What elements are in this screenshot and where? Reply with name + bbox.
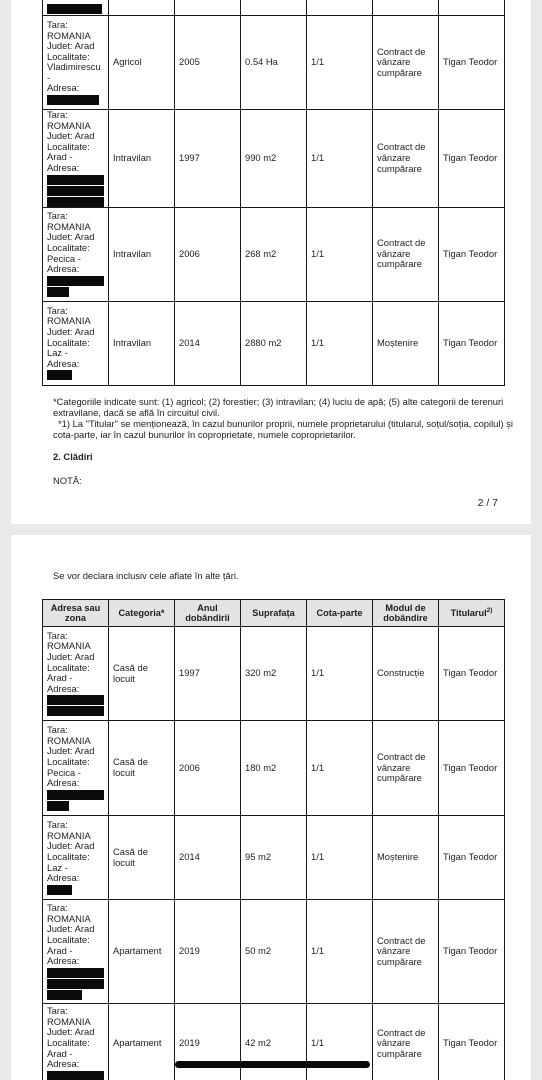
redaction-block (47, 1071, 104, 1080)
address-cell (43, 627, 109, 721)
year-cell: 2006 (175, 721, 241, 816)
redaction-block (47, 706, 104, 716)
table-header-row (43, 600, 505, 627)
area-cell: 320 m2 (241, 627, 307, 721)
category-cell: Intravilan (109, 110, 175, 208)
table-row (43, 110, 505, 208)
land-table (42, 0, 505, 386)
address-line: Tara: (47, 1005, 68, 1017)
address-line: ROMANIA (47, 220, 91, 232)
category-cell: Apartament (109, 1004, 175, 1080)
address-line: Judet: Arad (47, 840, 95, 852)
header-area: Suprafața (241, 600, 307, 627)
mode-cell: Contract de vânzare cumpărare (373, 1004, 439, 1080)
address-line: ROMANIA (47, 1015, 91, 1027)
footnote-categories: *Categoriile indicate sunt: (1) agricol; (2) forestier; (3) intravilan; (4) luciu de apă; (5) alte categorii de terenuri extravilane, dacă se află în circuitul civil. (53, 396, 504, 418)
redaction-block (47, 95, 99, 105)
footnote-titular: *1) La "Titular" se menționează, în cazul bunurilor proprii, numele proprietarului (titularul, soțul/soția, copilul) și cota-parte, iar în cazul bunurilor în coproprietate, numele coproprietarilor. (53, 418, 513, 440)
area-cell: 42 m2 (241, 1004, 307, 1080)
category-cell: Intravilan (109, 207, 175, 301)
address-line: Tara: (47, 724, 68, 736)
address-line: Tara: (47, 210, 68, 222)
share-cell: 1/1 (307, 721, 373, 816)
year-cell: 1997 (175, 627, 241, 721)
holder-cell: Tigan Teodor (439, 627, 505, 721)
address-line: Laz - (47, 861, 68, 873)
share-cell: 1/1 (307, 900, 373, 1004)
holder-cell: Tigan Teodor (439, 816, 505, 900)
address-line: Judet: Arad (47, 231, 95, 243)
address-line: Tara: (47, 18, 68, 30)
address-cell (43, 301, 109, 385)
holder-cell: Tigan Teodor (439, 1004, 505, 1080)
address-line: Judet: Arad (47, 745, 95, 757)
document-page-3 (11, 535, 531, 1080)
table-row (43, 721, 505, 816)
address-line: Adresa: (47, 872, 80, 884)
address-line: Tara: (47, 629, 68, 641)
address-line: Localitate: (47, 756, 90, 767)
holder-cell: Tigan Teodor (439, 207, 505, 301)
year-cell: 2014 (175, 301, 241, 385)
address-line: Localitate: (47, 851, 90, 862)
year-cell: 1997 (175, 110, 241, 208)
area-cell: 268 m2 (241, 207, 307, 301)
address-line: Arad - (47, 151, 73, 163)
share-cell: 1/1 (307, 110, 373, 208)
share-cell: 1/1 (307, 1004, 373, 1080)
header-share: Cota-parte (307, 600, 373, 627)
address-line: Localitate: (47, 1037, 90, 1048)
table-row (43, 900, 505, 1004)
address-line: Adresa: (47, 777, 80, 789)
address-line: Localitate: (47, 140, 90, 152)
page-number: 2 / 7 (477, 497, 498, 509)
address-line: Pecica - (47, 766, 81, 778)
address-line: Adresa: (47, 357, 80, 369)
section-title: 2. Clădiri (53, 451, 93, 462)
table-row (43, 16, 505, 110)
year-cell: 2006 (175, 207, 241, 301)
redaction-block (47, 197, 104, 207)
address-line: ROMANIA (47, 29, 91, 41)
address-cell (43, 16, 109, 110)
area-cell: 180 m2 (241, 721, 307, 816)
redaction-block (47, 287, 69, 297)
mode-cell: Contract de vânzare cumpărare (373, 721, 439, 816)
address-line: Judet: Arad (47, 650, 95, 662)
buildings-table-body (43, 627, 505, 1080)
address-line: Tara: (47, 109, 68, 120)
share-cell: 1/1 (307, 816, 373, 900)
address-cell (43, 816, 109, 900)
address-cell (43, 110, 109, 208)
address-line: Judet: Arad (47, 130, 95, 142)
address-line: Localitate: (47, 661, 90, 673)
address-line: Tara: (47, 819, 68, 831)
address-cell (43, 721, 109, 816)
category-cell: Apartament (109, 900, 175, 1004)
year-cell: 2014 (175, 816, 241, 900)
area-cell: 50 m2 (241, 900, 307, 1004)
redaction-strike (175, 1061, 370, 1068)
mode-cell: Contract de vânzare cumpărare (373, 207, 439, 301)
category-cell: Agricol (109, 16, 175, 110)
mode-cell: Moștenire (373, 301, 439, 385)
holder-cell: Tigan Teodor (439, 900, 505, 1004)
address-line: Localitate: (47, 336, 90, 348)
area-cell: 2880 m2 (241, 301, 307, 385)
table-row (43, 301, 505, 385)
mode-cell: Construcție (373, 627, 439, 721)
address-line: ROMANIA (47, 315, 91, 327)
address-line: Tara: (47, 304, 68, 316)
redaction-block (47, 801, 69, 811)
year-cell: 2005 (175, 16, 241, 110)
header-mode: Modul de dobândire (373, 600, 439, 627)
holder-cell: Tigan Teodor (439, 16, 505, 110)
mode-cell: Contract de vânzare cumpărare (373, 110, 439, 208)
year-cell: 2019 (175, 900, 241, 1004)
category-cell: Casă de locuit (109, 721, 175, 816)
address-line: Arad - (47, 1047, 73, 1059)
land-table-body (43, 0, 505, 385)
area-cell: 990 m2 (241, 110, 307, 208)
address-line: Judet: Arad (47, 923, 95, 935)
address-line: Adresa: (47, 955, 80, 967)
header-category: Categoria* (109, 600, 175, 627)
year-cell: 2019 (175, 1004, 241, 1080)
address-line: Arad - (47, 944, 73, 956)
address-line: Judet: Arad (47, 40, 95, 52)
address-line: Localitate: (47, 50, 90, 62)
redaction-block (47, 276, 104, 286)
address-line: Adresa: (47, 1058, 80, 1070)
table-row (43, 627, 505, 721)
table-row (43, 207, 505, 301)
share-cell: 1/1 (307, 301, 373, 385)
redaction-block (47, 175, 104, 185)
address-cell (43, 207, 109, 301)
share-cell: 1/1 (307, 627, 373, 721)
address-line: Localitate: (47, 242, 90, 254)
address-line: ROMANIA (47, 119, 91, 131)
category-cell: Casă de locuit (109, 816, 175, 900)
buildings-table (42, 599, 505, 1080)
table-row (43, 0, 505, 16)
redaction-block (47, 968, 104, 978)
nota-label: NOTĂ: (53, 475, 82, 486)
address-line: Judet: Arad (47, 1026, 95, 1038)
address-cell (43, 0, 109, 16)
address-line: Localitate: (47, 934, 90, 945)
redaction-block (47, 695, 104, 705)
address-cell (43, 1004, 109, 1080)
address-line: Tara: (47, 902, 68, 914)
share-cell: 1/1 (307, 207, 373, 301)
table-row (43, 816, 505, 900)
redaction-block (47, 370, 72, 380)
area-cell: 95 m2 (241, 816, 307, 900)
address-line: Pecica - (47, 252, 81, 264)
header-year: Anul dobândirii (175, 600, 241, 627)
address-line: Adresa: (47, 161, 80, 173)
address-cell (43, 900, 109, 1004)
redaction-block (47, 885, 72, 895)
address-line: Arad - (47, 672, 73, 684)
address-line: ROMANIA (47, 640, 91, 652)
document-page-2 (11, 0, 531, 524)
address-line: Judet: Arad (47, 325, 95, 337)
redaction-block (47, 979, 104, 989)
address-line: ROMANIA (47, 829, 91, 841)
address-line: - (47, 71, 51, 83)
table-row (43, 1004, 505, 1080)
holder-cell: Tigan Teodor (439, 301, 505, 385)
holder-cell: Tigan Teodor (439, 721, 505, 816)
mode-cell: Moștenire (373, 816, 439, 900)
category-cell: Casă de locuit (109, 627, 175, 721)
address-line: ROMANIA (47, 734, 91, 746)
holder-cell: Tigan Teodor (439, 110, 505, 208)
header-address: Adresa sau zona (43, 600, 109, 627)
header-holder: Titularul$^{2)}$ (439, 600, 505, 627)
address-line: Adresa: (47, 82, 80, 94)
mode-cell: Contract de vânzare cumpărare (373, 900, 439, 1004)
category-cell: Intravilan (109, 301, 175, 385)
mode-cell: Contract de vânzare cumpărare (373, 16, 439, 110)
address-line: Laz - (47, 347, 68, 359)
redaction-block (47, 186, 104, 196)
address-line: ROMANIA (47, 912, 91, 924)
redaction-block (47, 990, 82, 1000)
redaction-block (47, 790, 104, 800)
area-cell: 0.54 Ha (241, 16, 307, 110)
address-line: Vladimirescu (47, 61, 101, 73)
address-line: Adresa: (47, 263, 80, 275)
share-cell: 1/1 (307, 16, 373, 110)
address-line: Adresa: (47, 682, 80, 694)
intro-text: Se vor declara inclusiv cele aflate în alte țări. (53, 570, 239, 581)
